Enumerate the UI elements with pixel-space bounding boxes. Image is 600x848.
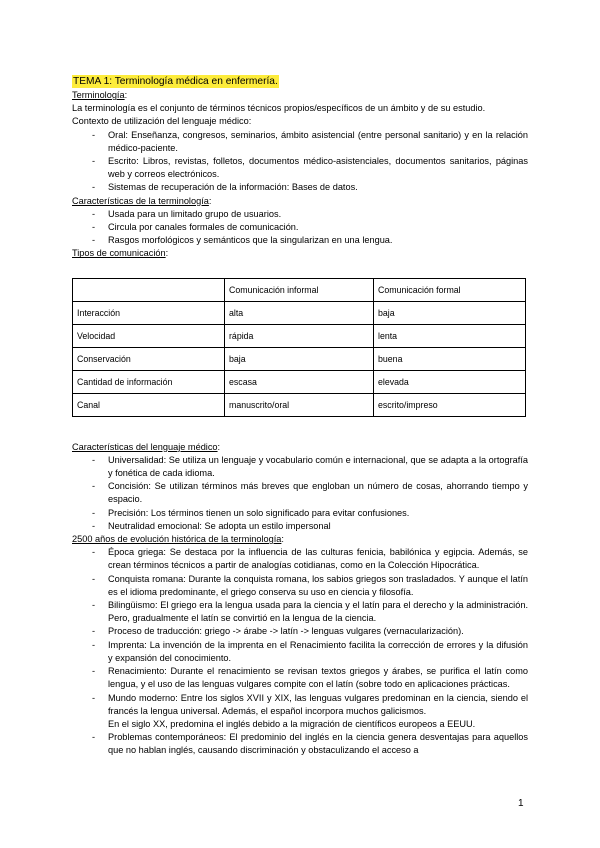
list-item: - Imprenta: La invención de la imprenta en el Renacimiento facilita la corrección de errores y la difusión y expansión del conocimiento. bbox=[92, 639, 528, 665]
list-item: - Neutralidad emocional: Se adopta un estilo impersonal bbox=[92, 520, 528, 533]
table-row bbox=[73, 370, 526, 393]
table-cell: Cantidad de información bbox=[73, 370, 225, 393]
list-item: - Escrito: Libros, revistas, folletos, documentos médico-asistenciales, documentos sanitarios, páginas web y correos electrónicos. bbox=[92, 155, 528, 181]
list-item: - Circula por canales formales de comunicación. bbox=[92, 221, 528, 234]
section-heading-evolucion: 2500 años de evolución histórica de la terminología: bbox=[72, 534, 284, 545]
comunicacion-table bbox=[72, 278, 526, 417]
table-header-row bbox=[73, 278, 526, 301]
section-heading-terminologia: Terminología: bbox=[72, 90, 128, 100]
heading-text: Tipos de comunicación bbox=[72, 248, 166, 259]
section-heading-tipos-comunicacion: Tipos de comunicación: bbox=[72, 248, 169, 259]
page-number: 1 bbox=[518, 798, 524, 809]
heading-text: 2500 años de evolución histórica de la terminología bbox=[72, 534, 282, 545]
list-item: - Universalidad: Se utiliza un lenguaje y vocabulario común e internacional, que se adapta a la ortografía y fonética de cada idioma. bbox=[92, 454, 528, 480]
table-cell: elevada bbox=[374, 370, 526, 393]
table-header-cell: Comunicación informal bbox=[225, 278, 374, 301]
table-cell: Velocidad bbox=[73, 324, 225, 347]
list-item: - Bilingüismo: El griego era la lengua usada para la ciencia y el latín para el derecho y la administración. Pero, gradualmente el latín se convirtió en la lengua de la ciencia. bbox=[92, 599, 528, 625]
table-cell: alta bbox=[225, 301, 374, 324]
context-heading: Contexto de utilización del lenguaje médico: bbox=[72, 116, 252, 127]
section-heading-caracteristicas-lenguaje: Características del lenguaje médico: bbox=[72, 441, 221, 452]
heading-text: Características de la terminología bbox=[72, 195, 209, 206]
list-item: - Rasgos morfológicos y semánticos que la singularizan en una lengua. bbox=[92, 234, 528, 247]
table-header-cell: Comunicación formal bbox=[374, 278, 526, 301]
table-header-cell bbox=[73, 278, 225, 301]
table-cell: Conservación bbox=[73, 347, 225, 370]
list-item: - Oral: Enseñanza, congresos, seminarios, ámbito asistencial (entre personal sanitario) y en la relación médico-paciente. bbox=[92, 129, 528, 155]
heading-text: Terminología bbox=[72, 90, 125, 100]
list-item bbox=[92, 692, 528, 732]
list-item: - Proceso de traducción: griego -> árabe -> latín -> lenguas vulgares (vernacularización). bbox=[92, 625, 528, 638]
list-item: - Problemas contemporáneos: El predominio del inglés en la ciencia genera desventajas para aquellos que no hablan inglés, causando discriminación y obstaculizando el acceso a bbox=[92, 731, 528, 757]
table-cell: baja bbox=[374, 301, 526, 324]
table-cell: lenta bbox=[374, 324, 526, 347]
terminologia-definition: La terminología es el conjunto de términos técnicos propios/específicos de un ámbito y de su estudio. bbox=[72, 103, 486, 114]
document-title: TEMA 1: Terminología médica en enfermería. bbox=[73, 76, 278, 87]
table-cell: buena bbox=[374, 347, 526, 370]
list-item: - Conquista romana: Durante la conquista romana, los sabios griegos son trasladados. Y aunque el latín es el idioma predominante, el griego conserva su uso en ciencia y filosofía. bbox=[92, 573, 528, 599]
context-list bbox=[72, 129, 528, 195]
list-item: - Sistemas de recuperación de la información: Bases de datos. bbox=[92, 181, 528, 194]
table-row bbox=[73, 324, 526, 347]
evolucion-list bbox=[72, 546, 528, 757]
caracteristicas-terminologia-list bbox=[72, 208, 528, 248]
list-item: - Usada para un limitado grupo de usuarios. bbox=[92, 208, 528, 221]
document-page bbox=[72, 71, 528, 758]
heading-text: Características del lenguaje médico bbox=[72, 441, 218, 452]
list-item: - Concisión: Se utilizan términos más breves que engloban un número de cosas, ahorrando tiempo y espacio. bbox=[92, 480, 528, 506]
section-heading-caracteristicas-terminologia: Características de la terminología: bbox=[72, 195, 212, 206]
table-cell: Interacción bbox=[73, 301, 225, 324]
list-item: - Precisión: Los términos tienen un solo significado para evitar confusiones. bbox=[92, 507, 528, 520]
table-row bbox=[73, 301, 526, 324]
table-cell: Canal bbox=[73, 393, 225, 416]
table-row bbox=[73, 393, 526, 416]
list-item-extra: En el siglo XX, predomina el inglés debido a la migración de científicos europeos a EEUU. bbox=[108, 718, 476, 729]
table-cell: escasa bbox=[225, 370, 374, 393]
caracteristicas-lenguaje-list bbox=[72, 454, 528, 533]
list-item: - Época griega: Se destaca por la influencia de las culturas fenicia, babilónica y egipcia. Además, se crean términos técnicos a partir de analogías cotidianas, como en la Colección Hipocrática. bbox=[92, 546, 528, 572]
list-item: - Renacimiento: Durante el renacimiento se revisan textos griegos y árabes, se purifica el latín como lengua, y el uso de las lenguas vulgares compite con el latín (sobre todo en aplicaciones prácticas. bbox=[92, 665, 528, 691]
table-cell: rápida bbox=[225, 324, 374, 347]
table-cell: baja bbox=[225, 347, 374, 370]
list-item-text: Mundo moderno: Entre los siglos XVII y XIX, las lenguas vulgares predominan en la ciencia, siendo el francés la lengua universal. Además, el español incorpora muchos galicismos. bbox=[108, 692, 528, 716]
table-row bbox=[73, 347, 526, 370]
table-cell: escrito/impreso bbox=[374, 393, 526, 416]
table-cell: manuscrito/oral bbox=[225, 393, 374, 416]
